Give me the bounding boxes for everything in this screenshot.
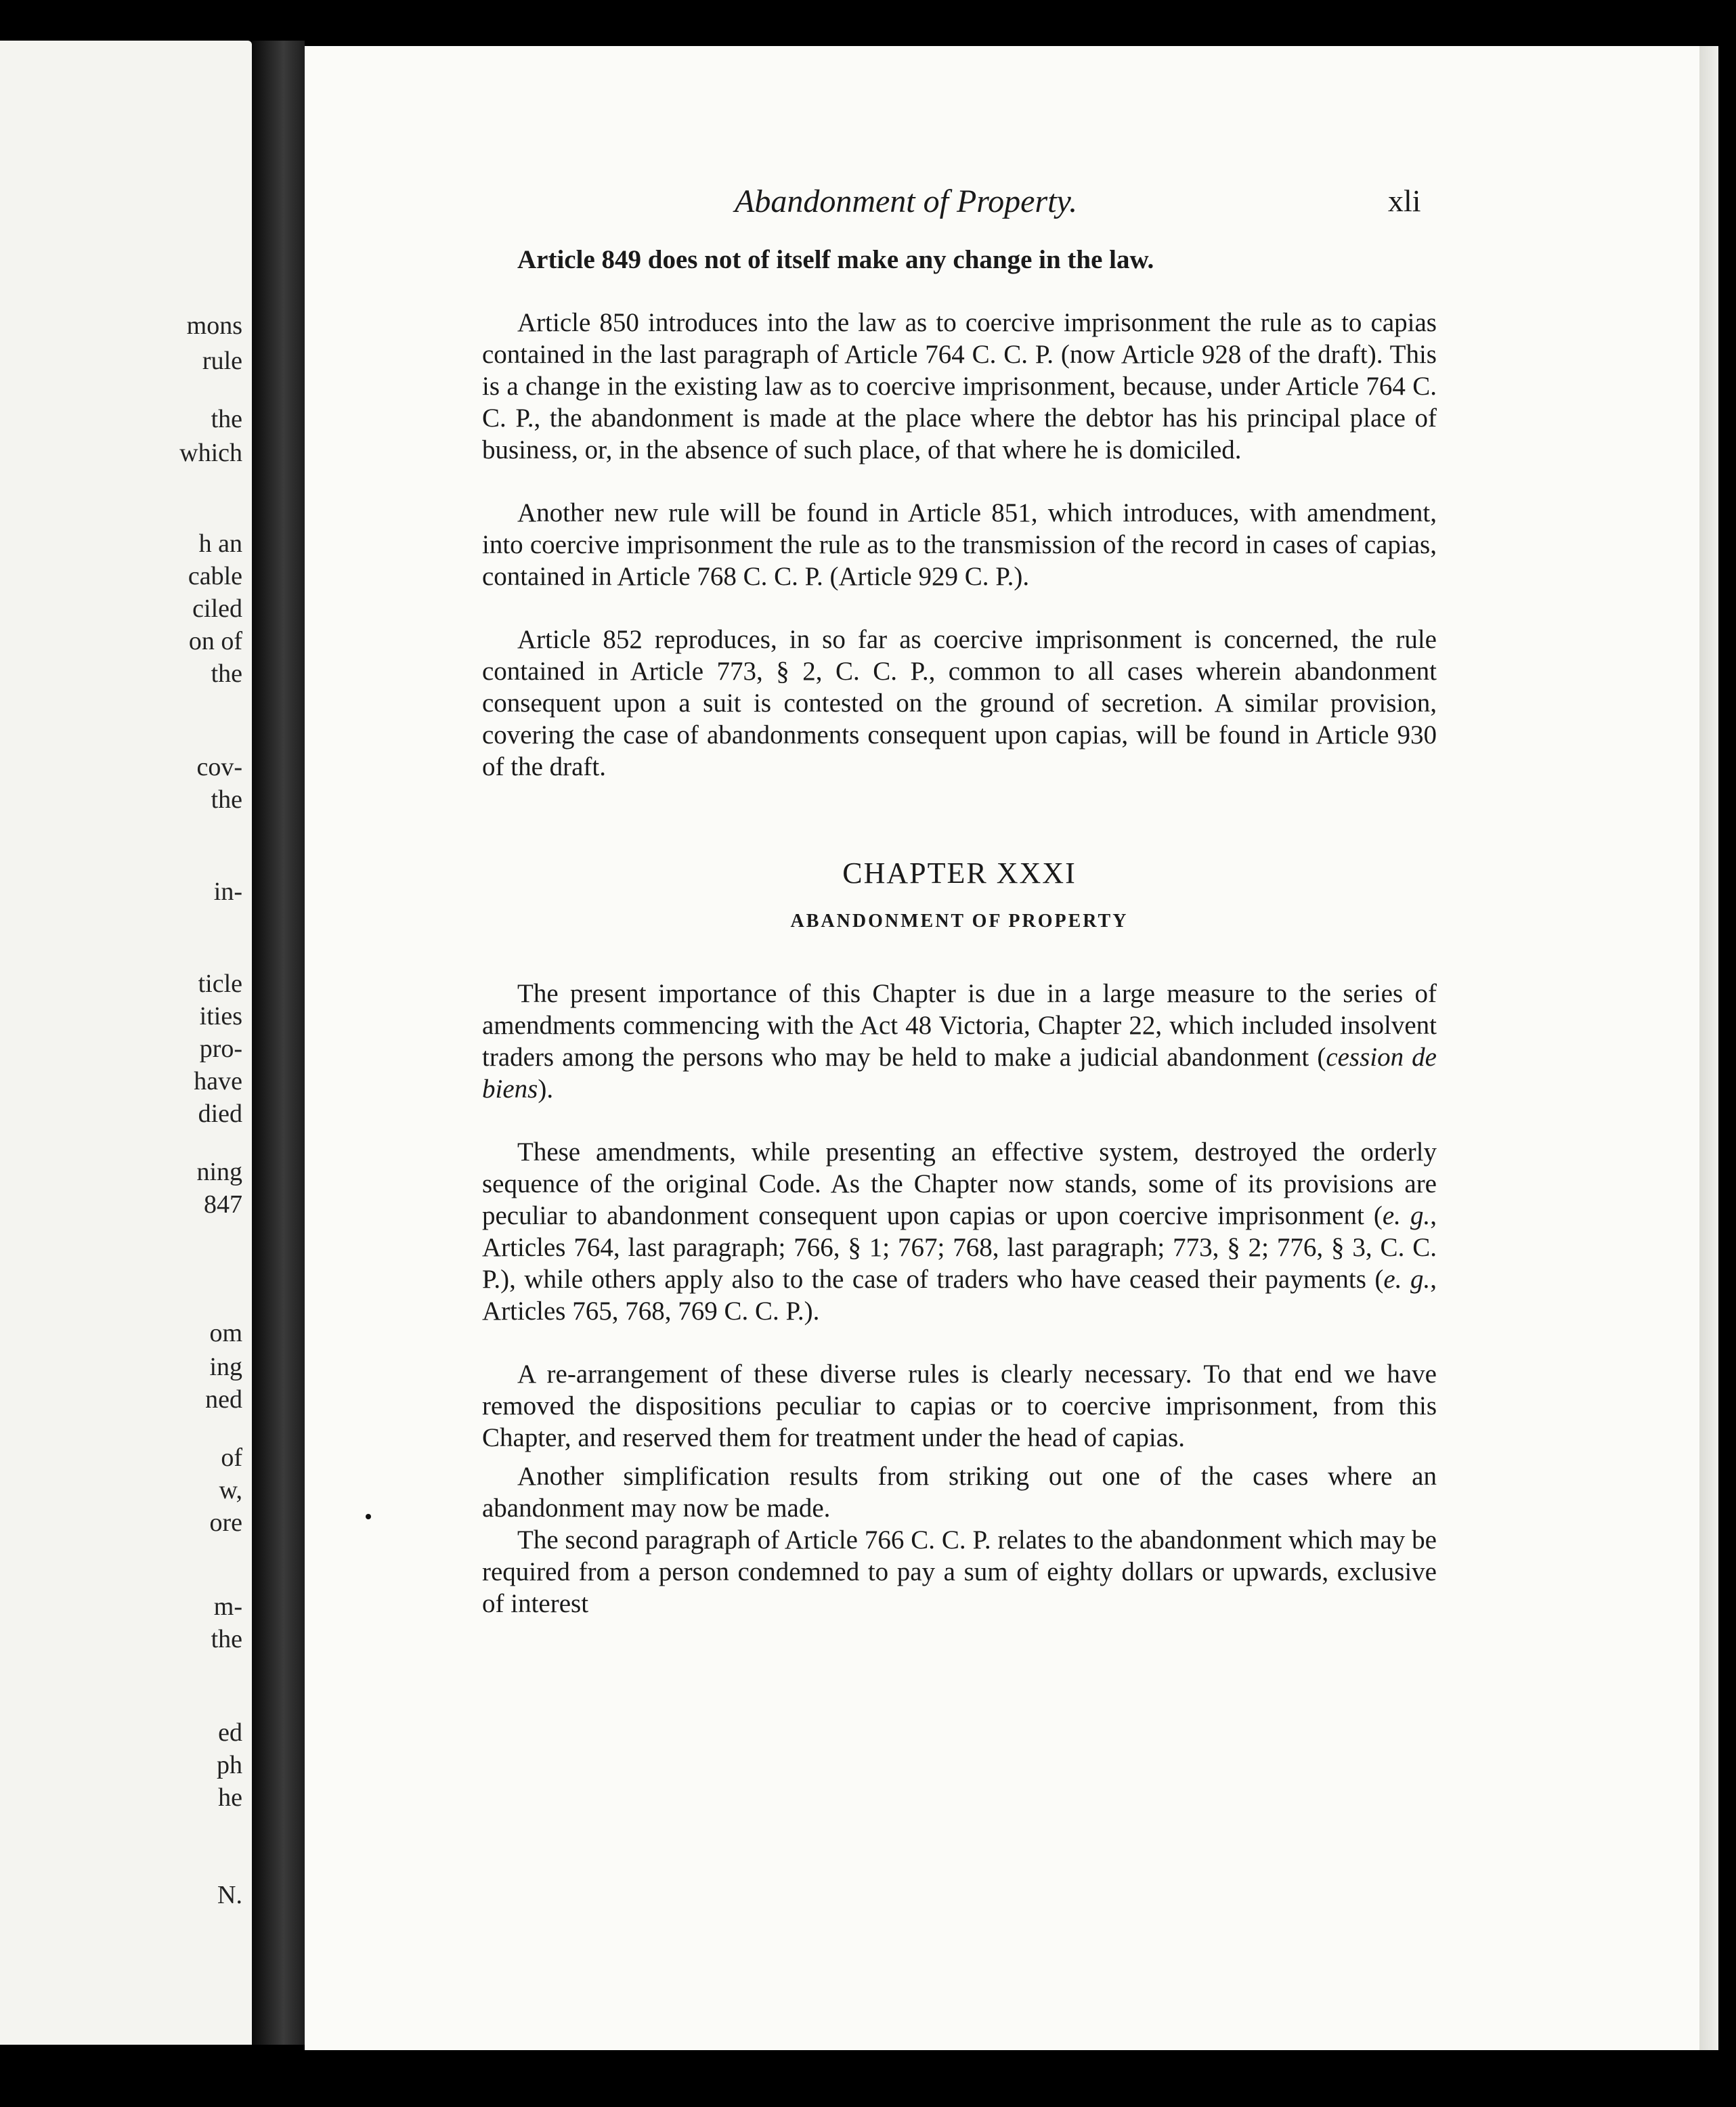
paragraph: Article 850 introduces into the law as to coercive imprisonment the rule as to capias contained in the last paragraph of Article 764 C. C. P. (now Article 928 of the draft). This is a change in the existing law as to coercive imprisonment, because, under Article 764 C. C. P., the abandonment is made at the place where the debtor has his principal place of business, or, in the absence of such place, of that where he is domiciled. bbox=[482, 308, 1437, 464]
paragraph: The second paragraph of Article 766 C. C. P. relates to the abandonment which may be required from a person condemned to pay a sum of eighty dollars or upwards, exclusive of interest bbox=[482, 1525, 1437, 1618]
paragraph: Article 849 does not of itself make any change in the law. bbox=[517, 245, 1154, 274]
facing-page-word: ticle bbox=[198, 970, 242, 998]
facing-page-word: cov- bbox=[196, 753, 242, 781]
paragraph: Another new rule will be found in Article 851, which introduces, with amendment, into coercive imprisonment the rule as to the transmission of the record in cases of capias, contained in Article 768 C. C. P. (Article 929 C. P.). bbox=[482, 498, 1437, 591]
facing-page-word: ned bbox=[205, 1385, 242, 1414]
facing-page-word: ities bbox=[199, 1002, 242, 1030]
facing-page-word: ph bbox=[217, 1751, 242, 1779]
facing-page-word: ore bbox=[209, 1508, 242, 1537]
facing-page-word: h an bbox=[198, 529, 242, 558]
facing-page-word: cable bbox=[188, 562, 242, 590]
text-run: , Articles 764, last paragraph; 766, § 1; 767; 768, last paragraph; 773, § 2; 776, § 3, C. C. P.), while others apply also to the case of traders who have ceased their payments ( bbox=[482, 1201, 1437, 1294]
facing-page-word: w, bbox=[219, 1476, 242, 1504]
text-run: , Articles 765, 768, 769 C. C. P.). bbox=[482, 1265, 1437, 1326]
italic-abbrev: e. g. bbox=[1382, 1201, 1431, 1230]
facing-page-word: om bbox=[209, 1319, 242, 1347]
page-number: xli bbox=[1388, 183, 1421, 218]
facing-page-word: which bbox=[179, 439, 242, 467]
chapter-heading: CHAPTER XXXI bbox=[842, 856, 1077, 890]
page-body bbox=[482, 244, 1437, 1620]
facing-page-word: have bbox=[194, 1067, 242, 1095]
facing-page-word: ciled bbox=[192, 594, 242, 623]
facing-page-word: ed bbox=[218, 1718, 242, 1747]
facing-page-word: N. bbox=[217, 1881, 242, 1909]
facing-page-word: in- bbox=[213, 877, 242, 906]
paragraph: Article 852 reproduces, in so far as coercive imprisonment is concerned, the rule contained in Article 773, § 2, C. C. P., common to all cases wherein abandonment consequent upon a suit is contested on the ground of secretion. A similar provision, covering the case of abandonments consequent upon capias, will be found in Article 930 of the draft. bbox=[482, 625, 1437, 781]
facing-page-word: mons bbox=[186, 311, 242, 340]
italic-term: cession de biens bbox=[482, 1043, 1437, 1104]
text-run: ). bbox=[538, 1074, 554, 1104]
page-edge bbox=[1699, 46, 1718, 2050]
facing-page-word: the bbox=[211, 1625, 242, 1653]
italic-abbrev: e. g. bbox=[1383, 1265, 1431, 1294]
chapter-subheading: ABANDONMENT OF PROPERTY bbox=[790, 911, 1129, 932]
paragraph: A re-arrangement of these diverse rules is clearly necessary. To that end we have removed the dispositions peculiar to capias or to coercive imprisonment, from this Chapter, and reserved them for treatment under the head of capias. bbox=[482, 1360, 1437, 1452]
paragraph bbox=[482, 978, 1437, 1105]
facing-page-fragment bbox=[0, 41, 252, 2045]
facing-page-word: rule bbox=[202, 347, 242, 375]
facing-page-word: pro- bbox=[199, 1035, 242, 1063]
paragraph: Another simplification results from striking out one of the cases where an abandonment may now be made. bbox=[482, 1462, 1437, 1523]
facing-page-word: ing bbox=[209, 1353, 242, 1381]
facing-page-word: died bbox=[198, 1100, 242, 1128]
book-gutter bbox=[252, 41, 305, 2045]
facing-page-word: the bbox=[211, 785, 242, 814]
text-run: These amendments, while presenting an effective system, destroyed the orderly sequence of the original Code. As the Chapter now stands, some of its provisions are peculiar to abandonment consequent upon capias or upon coercive imprisonment ( bbox=[482, 1137, 1437, 1230]
paragraph bbox=[482, 1136, 1437, 1327]
facing-page-word: 847 bbox=[204, 1190, 242, 1219]
facing-page-word: the bbox=[211, 405, 242, 433]
facing-page-word: the bbox=[211, 659, 242, 688]
text-run: The present importance of this Chapter is due in a large measure to the series of amendments commencing with the Act 48 Victoria, Chapter 22, which included insolvent traders among the persons who may be held to make a judicial abandonment ( bbox=[482, 979, 1437, 1072]
running-head: Abandonment of Property. bbox=[735, 183, 1078, 219]
ink-speck bbox=[366, 1514, 371, 1519]
facing-page-word: of bbox=[221, 1443, 242, 1472]
facing-page-word: ning bbox=[196, 1158, 242, 1186]
facing-page-word: he bbox=[218, 1783, 242, 1812]
facing-page-word: m- bbox=[213, 1592, 242, 1621]
facing-page-word: on of bbox=[188, 627, 242, 655]
